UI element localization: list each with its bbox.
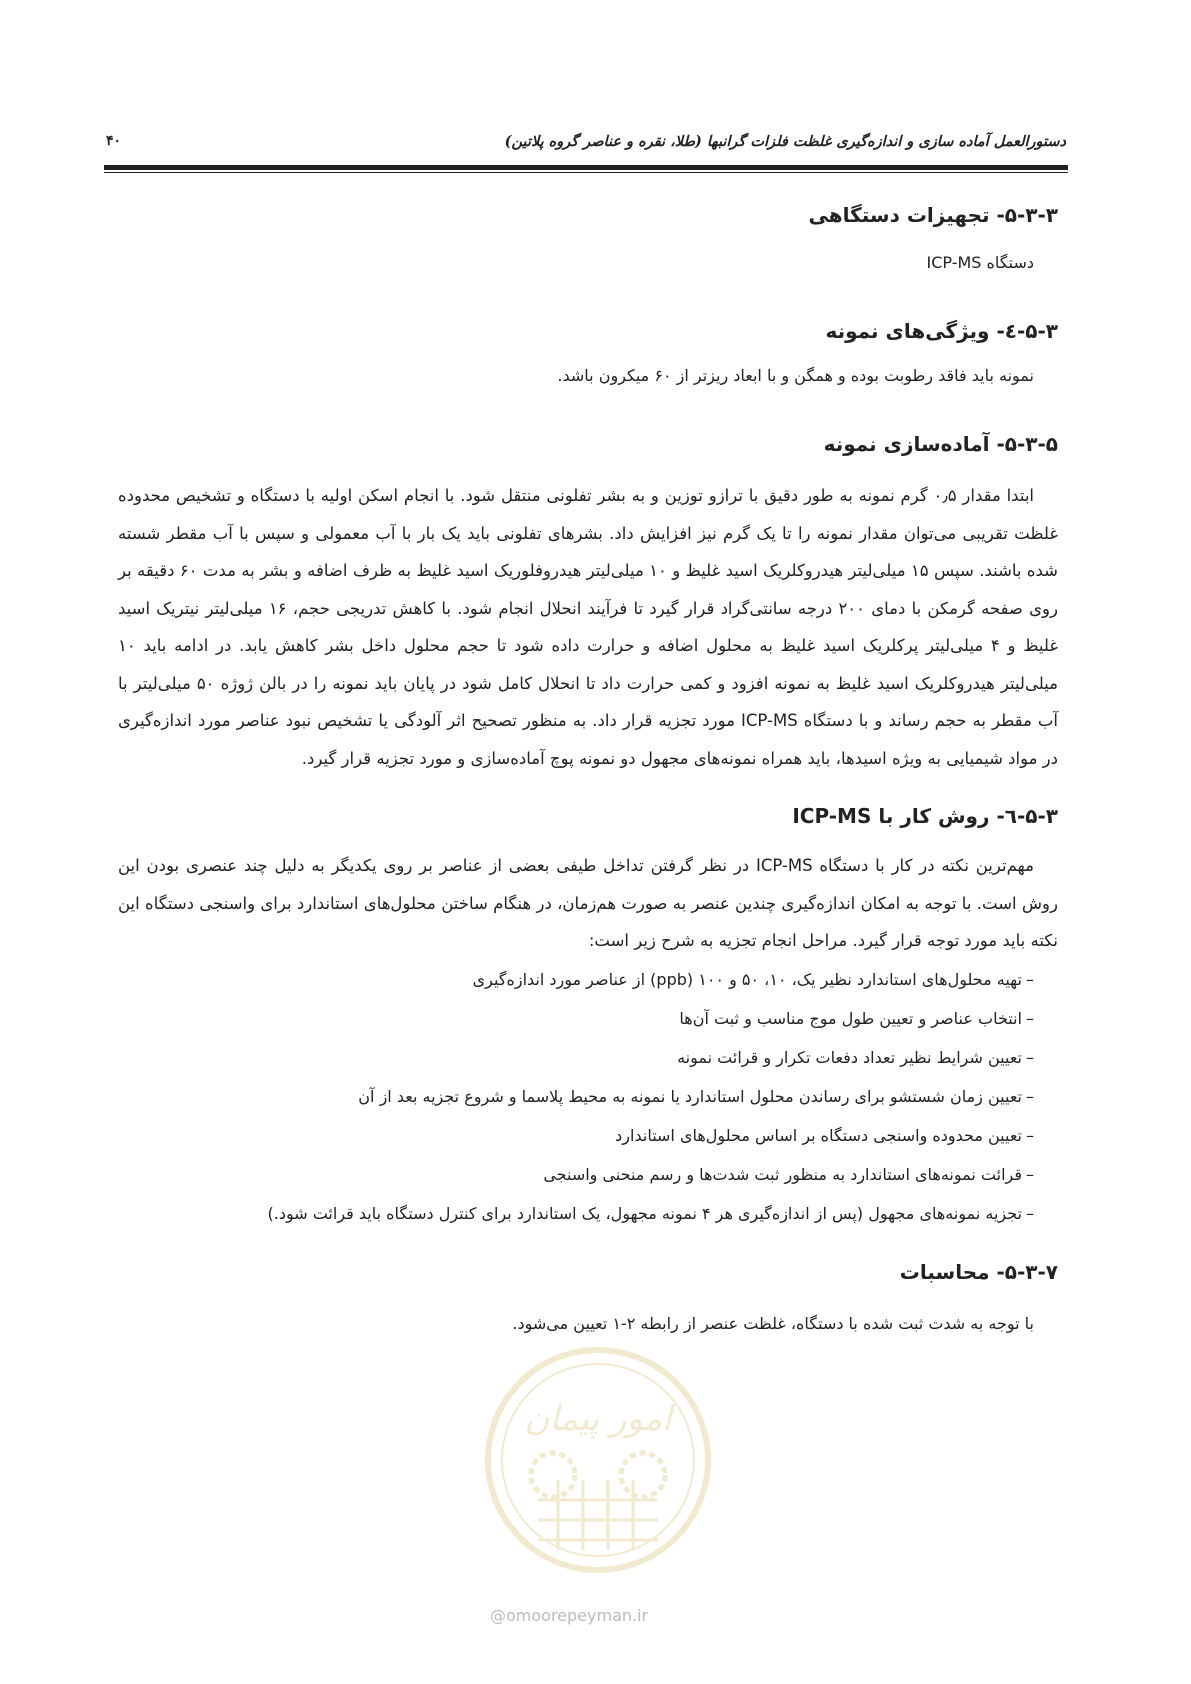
list-item: –تجزیه نمونه‌های مجهول (پس از اندازه‌گیری هر ۴ نمونه مجهول، یک استاندارد برای کنترل دستگاه باید قرائت شود.) [267,1203,1034,1223]
list-item: –انتخاب عناصر و تعیین طول موج مناسب و ثبت آن‌ها [679,1008,1034,1028]
procedure-steps-list [118,960,1058,1233]
equipment-text: دستگاه ICP-MS [926,253,1034,272]
list-item: –قرائت نمونه‌های استاندارد به منظور ثبت شدت‌ها و رسم منحنی واسنجی [543,1164,1034,1184]
main-content [118,200,1058,1339]
heading-equipment: ۵-۳-۳- تجهیزات دستگاهی [808,203,1058,227]
heading-preparation: ۵-۳-۵- آماده‌سازی نمونه [823,432,1058,456]
list-item: –تعیین محدوده واسنجی دستگاه بر اساس محلول‌های استاندارد [615,1125,1034,1145]
preparation-paragraph: ابتدا مقدار ۰٫۵ گرم نمونه به طور دقیق با ترازو توزین و به بشر تفلونی منتقل شود. با انجام اسکن اولیه با دستگاه و تشخیص محدوده غلظت تقریبی می‌توان مقدار نمونه را تا یک گرم نیز افزایش داد. بشرهای تفلونی باید یک بار با آب معمولی و سپس با آب مقطر شسته شده باشند. سپس ۱۵ میلی‌لیتر هیدروکلریک اسید غلیظ و ۱۰ میلی‌لیتر هیدروفلوریک اسید غلیظ به ظرف اضافه و بشر به مدت ۶۰ دقیقه بر روی صفحه گرمکن با دمای ۲۰۰ درجه سانتی‌گراد قرار گیرد تا فرآیند انحلال انجام شود. با کاهش تدریجی حجم، ۱۶ میلی‌لیتر نیتریک اسید غلیظ و ۴ میلی‌لیتر پرکلریک اسید غلیظ به محلول اضافه و حرارت داده شود تا حجم محلول داخل بشر کاهش یابد. در ادامه باید ۱۰ میلی‌لیتر هیدروکلریک اسید غلیظ به نمونه افزود و کمی حرارت داد تا انحلال کامل شود در پایان باید نمونه را در بالن ژوژه ۵۰ میلی‌لیتر با آب مقطر به حجم رساند و با دستگاه ICP-MS مورد تجزیه قرار داد. به منظور تصحیح اثر آلودگی یا تشخیص نبود عناصر مورد اندازه‌گیری در مواد شیمیایی به ویژه اسیدها، باید همراه نمونه‌های مجهول دو نمونه پوچ آماده‌سازی و مورد تجزیه قرار گیرد. [118,486,1059,768]
heading-sample-features: ۵-۳-٤- ویژگی‌های نمونه [825,319,1058,343]
watermark-logo-text: امور پیمان [524,1399,672,1439]
calculations-text: با توجه به شدت ثبت شده با دستگاه، غلظت عنصر از رابطه ۲-۱ تعیین می‌شود. [512,1313,1034,1333]
list-item: –تهیه محلول‌های استاندارد نظیر یک، ۱۰، ۵۰ و ۱۰۰ (ppb) از عناصر مورد اندازه‌گیری [472,969,1034,989]
list-item: –تعیین زمان شستشو برای رساندن محلول استاندارد یا نمونه به محیط پلاسما و شروع تجزیه بعد از آن [358,1086,1034,1106]
running-title: دستورالعمل آماده سازی و اندازه‌گیری غلظت فلزات گرانبها (طلا، نقره و عناصر گروه پلاتین) [504,132,1066,150]
heading-procedure: ۵-۳-٦- روش کار با ICP-MS [792,804,1058,828]
watermark-site: @omoorepeyman.ir [490,1606,649,1625]
header-rule-thick [104,165,1068,170]
page-header [106,128,1066,154]
sample-features-text: نمونه باید فاقد رطوبت بوده و همگن و با ابعاد ریزتر از ۶۰ میکرون باشد. [557,366,1034,385]
heading-calculations: ۵-۳-۷- محاسبات [899,1259,1058,1284]
list-item: –تعیین شرایط نظیر تعداد دفعات تکرار و قرائت نمونه [677,1047,1034,1067]
procedure-paragraph: مهم‌ترین نکته در کار با دستگاه ICP-MS در نظر گرفتن تداخل طیفی بعضی از عناصر بر روی یکدیگر به دلیل چند عنصری بودن این روش است. با توجه به امکان اندازه‌گیری چندین عنصر به صورت هم‌زمان، در هنگام ساختن محلول‌های استاندارد برای واسنجی دستگاه این نکته باید مورد توجه قرار گیرد. مراحل انجام تجزیه به شرح زیر است: [118,856,1058,950]
page-number: ۴۰ [106,133,122,149]
watermark-logo-icon [478,1340,718,1580]
header-rule-thin [104,172,1068,173]
